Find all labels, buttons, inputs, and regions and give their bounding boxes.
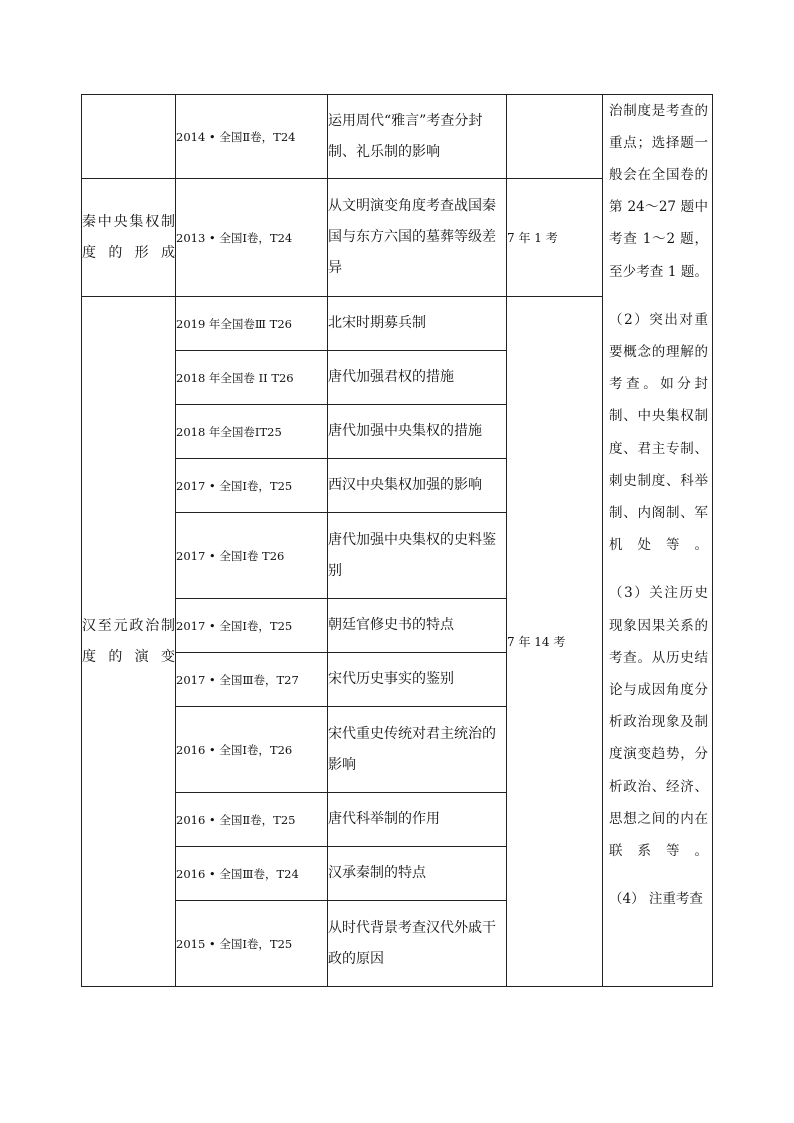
- exam-desc-cell: 运用周代“雅言”考查分封制、礼乐制的影响: [328, 95, 507, 179]
- topic-cell-han: 汉至元政治制度的演变: [82, 297, 176, 987]
- exam-year-cell: 2017 • 全国Ⅰ卷，T25: [176, 599, 328, 653]
- exam-desc-cell: 宋代历史事实的鉴别: [328, 653, 507, 707]
- exam-year-cell: 2014 • 全国Ⅱ卷，T24: [176, 95, 328, 179]
- exam-year-cell: 2017 • 全国Ⅰ卷 T26: [176, 513, 328, 599]
- exam-desc-cell: 汉承秦制的特点: [328, 847, 507, 901]
- exam-desc-cell: 唐代加强中央集权的史料鉴别: [328, 513, 507, 599]
- analysis-paragraph-2: （2）突出对重要概念的理解的考查。如分封制、中央集权制度、君主专制、刺史制度、科举制、内阁制、军机处等。: [609, 311, 708, 554]
- topic-cell-empty: [82, 95, 176, 179]
- exam-year-cell: 2016 • 全国Ⅲ卷，T24: [176, 847, 328, 901]
- table-row: [82, 95, 713, 179]
- exam-desc-cell: 北宋时期募兵制: [328, 297, 507, 351]
- exam-desc-cell: 从时代背景考查汉代外戚干政的原因: [328, 901, 507, 987]
- count-cell-empty: [507, 95, 603, 179]
- exam-year-cell: 2013 • 全国Ⅰ卷，T24: [176, 179, 328, 297]
- exam-analysis-table: [81, 94, 713, 987]
- exam-year-cell: 2017 • 全国Ⅰ卷，T25: [176, 459, 328, 513]
- analysis-paragraph-4: （4） 注重考查: [609, 891, 703, 908]
- analysis-paragraph-3: （3）关注历史现象因果关系的考查。从历史结论与成因角度分析政治现象及制度演变趋势，分析政治、经济、思想之间的内在联系等。: [609, 585, 708, 859]
- count-cell-han: 7 年 14 考: [507, 297, 603, 987]
- exam-year-cell: 2016 • 全国Ⅱ卷，T25: [176, 793, 328, 847]
- analysis-notes-cell: [603, 95, 713, 987]
- exam-year-cell: 2019 年全国卷Ⅲ T26: [176, 297, 328, 351]
- topic-cell-qin: 秦中央集权制度的形成: [82, 179, 176, 297]
- exam-year-cell: 2017 • 全国Ⅲ卷，T27: [176, 653, 328, 707]
- count-cell-qin: 7 年 1 考: [507, 179, 603, 297]
- exam-desc-cell: 宋代重史传统对君主统治的影响: [328, 707, 507, 793]
- exam-year-cell: 2016 • 全国Ⅰ卷，T26: [176, 707, 328, 793]
- exam-desc-cell: 唐代科举制的作用: [328, 793, 507, 847]
- exam-desc-cell: 从文明演变角度考查战国秦国与东方六国的墓葬等级差异: [328, 179, 507, 297]
- exam-desc-cell: 西汉中央集权加强的影响: [328, 459, 507, 513]
- analysis-paragraph-1: 治制度是考查的重点；选择题一般会在全国卷的第 24～27 题中考查 1～2 题，至少考查 1 题。: [609, 102, 708, 280]
- exam-desc-cell: 唐代加强君权的措施: [328, 351, 507, 405]
- exam-year-cell: 2018 年全国卷ⅠT25: [176, 405, 328, 459]
- exam-desc-cell: 唐代加强中央集权的措施: [328, 405, 507, 459]
- exam-desc-cell: 朝廷官修史书的特点: [328, 599, 507, 653]
- exam-year-cell: 2015 • 全国Ⅰ卷，T25: [176, 901, 328, 987]
- exam-year-cell: 2018 年全国卷 II T26: [176, 351, 328, 405]
